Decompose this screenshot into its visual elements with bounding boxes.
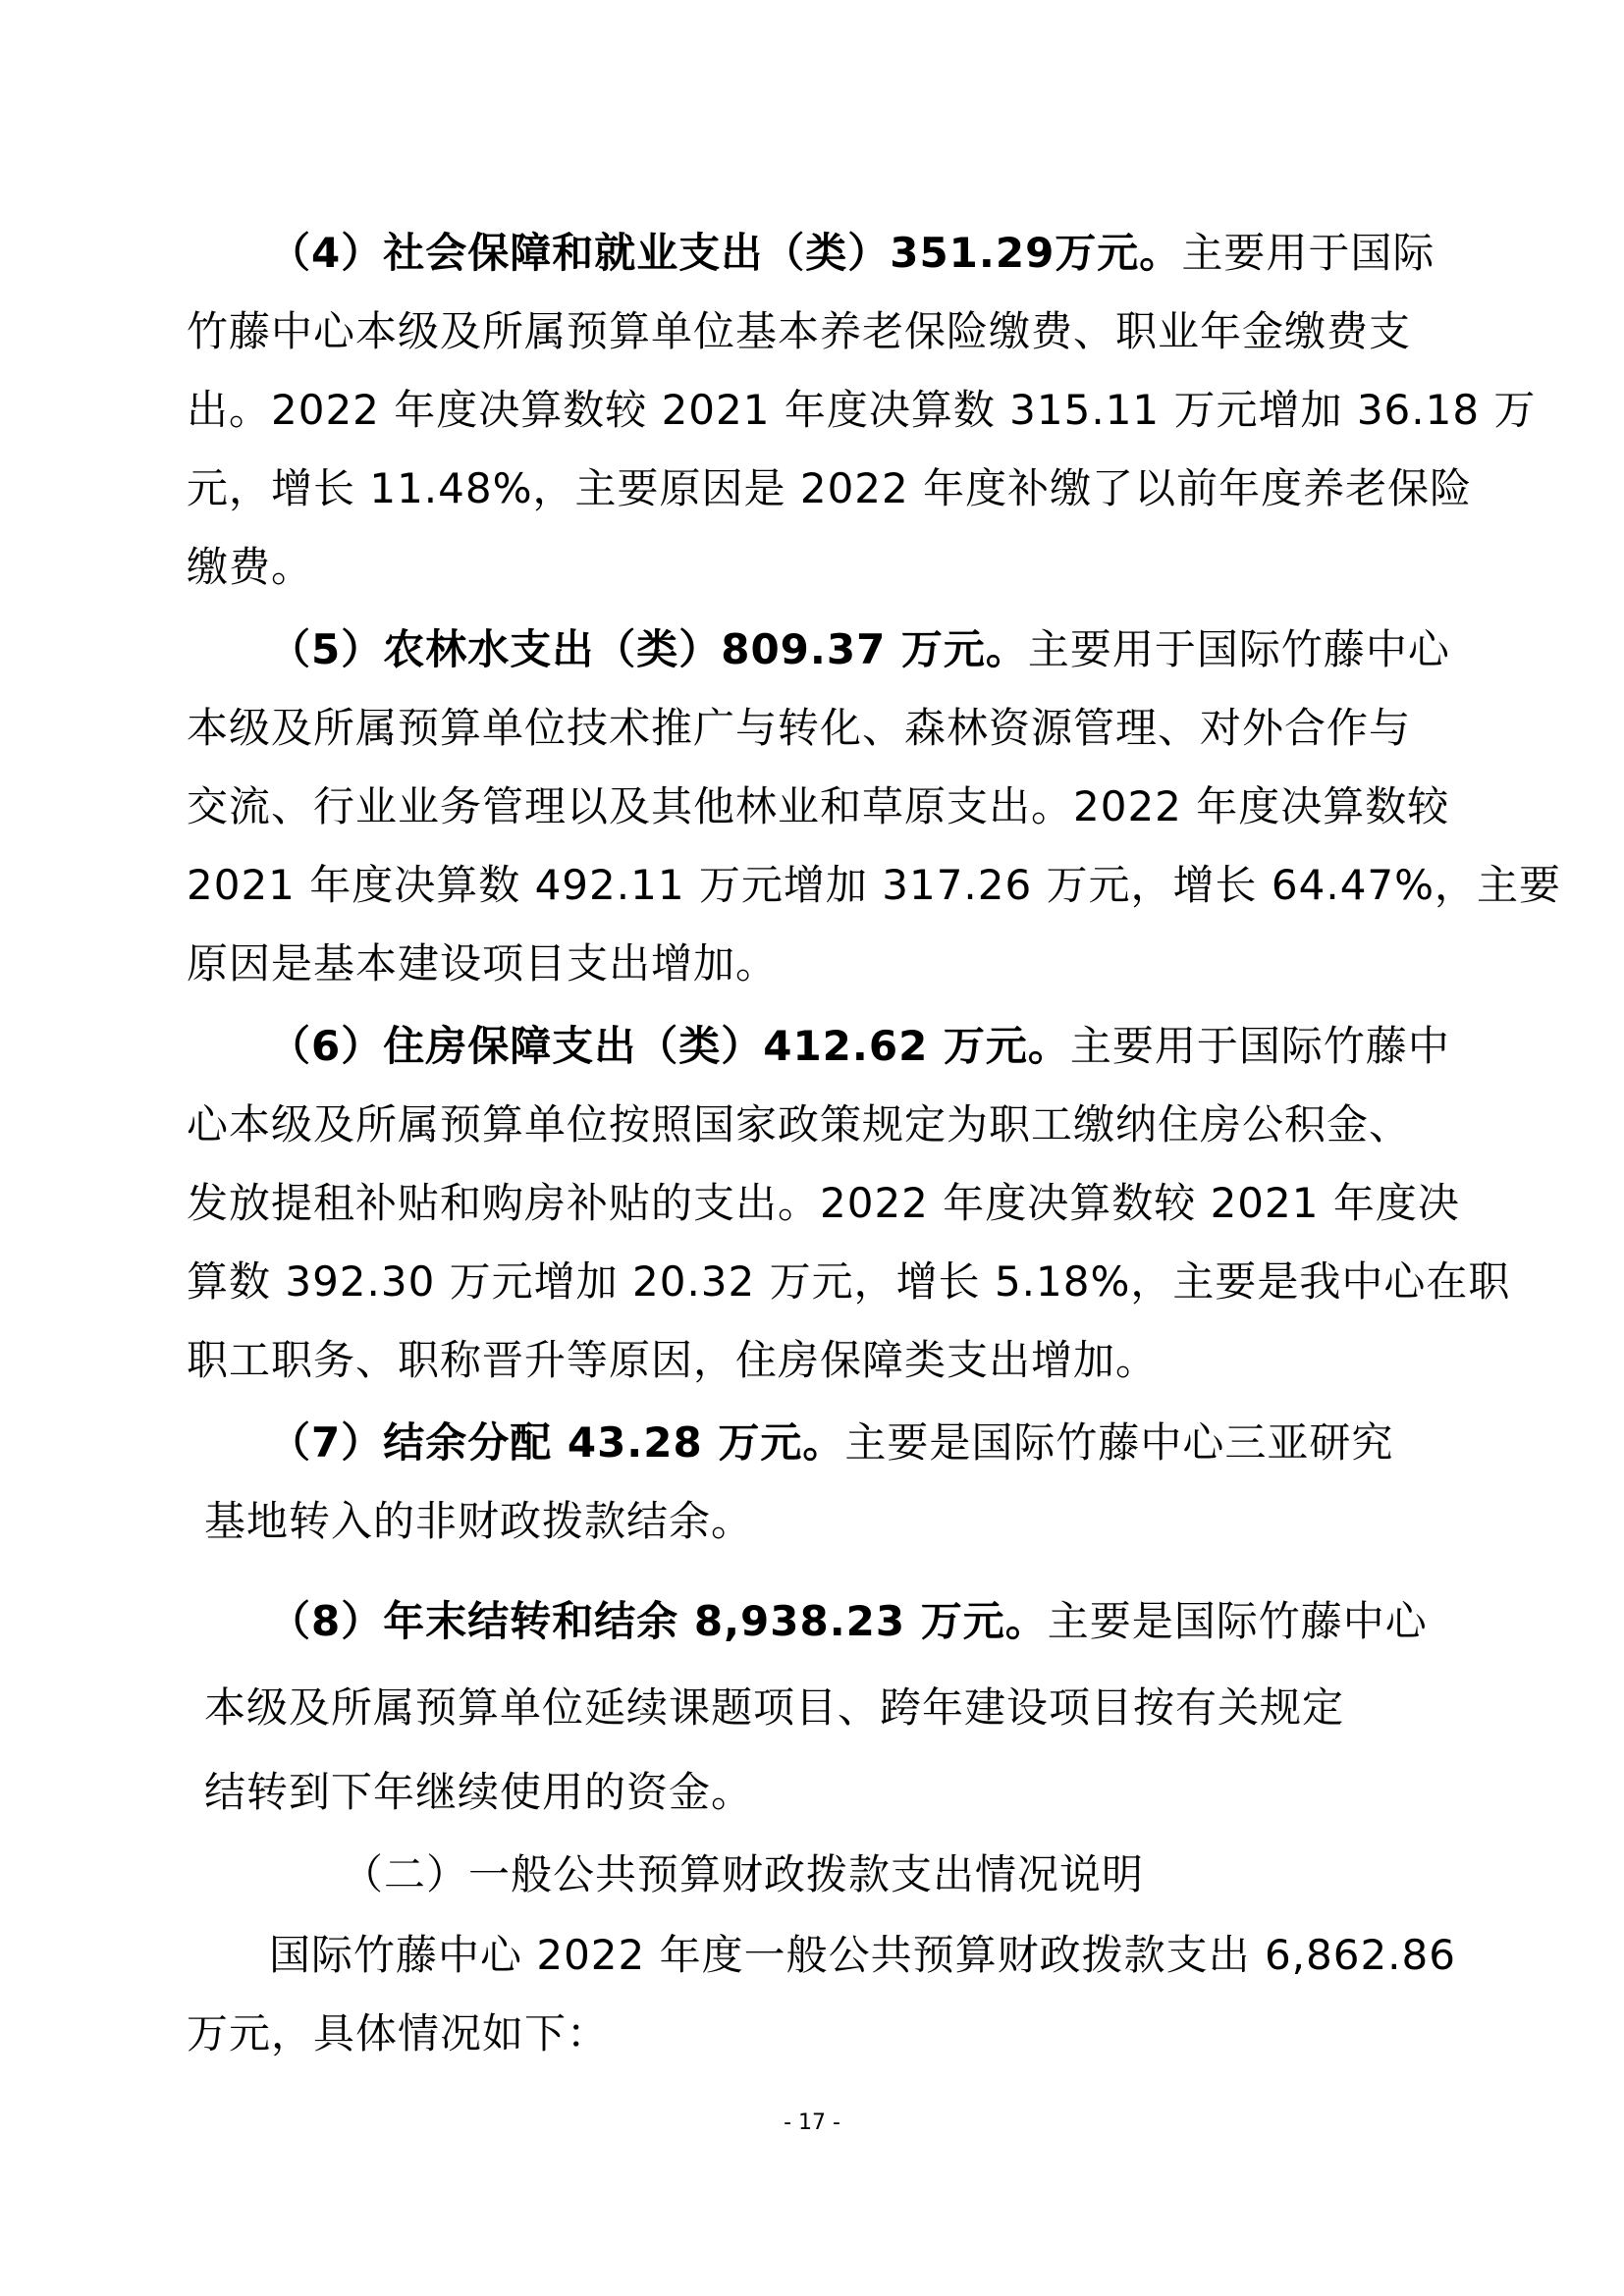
- section2-line1: 国际竹藤中心 2022 年度一般公共预算财政拨款支出 6,862.86: [269, 1931, 1456, 1979]
- para4-line2: 竹藤中心本级及所属预算单位基本养老保险缴费、职业年金缴费支: [187, 307, 1412, 355]
- para5-line1-text: 主要用于国际竹藤中心: [1027, 625, 1450, 673]
- para5-heading: （5）农林水支出（类）809.37 万元。: [269, 625, 1028, 673]
- para4-line1: [269, 224, 1435, 283]
- para4-line4: 元，增长 11.48%，主要原因是 2022 年度补缴了以前年度养老保险: [187, 464, 1473, 512]
- para4-line1-text: 主要用于国际: [1181, 229, 1435, 277]
- para5-line1: [269, 620, 1450, 679]
- para4-heading: （4）社会保障和就业支出（类）351.29万元。: [269, 229, 1182, 277]
- para6-line5: 职工职务、职称晋升等原因，住房保障类支出增加。: [187, 1336, 1159, 1384]
- para7-heading: （7）结余分配 43.28 万元。: [269, 1418, 845, 1467]
- para4-line3: 出。2022 年度决算数较 2021 年度决算数 315.11 万元增加 36.18 万: [187, 386, 1537, 434]
- para6-line4: 算数 392.30 万元增加 20.32 万元，增长 5.18%，主要是我中心在职: [187, 1257, 1511, 1306]
- para5-line2: 本级及所属预算单位技术推广与转化、森林资源管理、对外合作与: [187, 704, 1412, 752]
- para8-heading: （8）年末结转和结余 8,938.23 万元。: [269, 1597, 1048, 1645]
- para5-line4: 2021 年度决算数 492.11 万元增加 317.26 万元，增长 64.47%，主要: [187, 861, 1562, 909]
- para6-heading: （6）住房保障支出（类）412.62 万元。: [269, 1022, 1070, 1070]
- para4-line5: 缴费。: [187, 543, 314, 591]
- para8-line3: 结转到下年继续使用的资金。: [204, 1768, 754, 1816]
- para6-line3: 发放提租补贴和购房补贴的支出。2022 年度决算数较 2021 年度决: [187, 1179, 1460, 1227]
- para8-line1: [269, 1592, 1428, 1651]
- page-number: - 17 -: [784, 2110, 840, 2135]
- section2-title: （二）一般公共预算财政拨款支出情况说明: [342, 1850, 1145, 1898]
- para7-line1-text: 主要是国际竹藤中心三亚研究: [844, 1418, 1394, 1467]
- para7-line2: 基地转入的非财政拨款结余。: [204, 1497, 754, 1545]
- para6-line1: [269, 1017, 1450, 1076]
- para8-line1-text: 主要是国际竹藤中心: [1047, 1597, 1428, 1645]
- para8-line2: 本级及所属预算单位延续课题项目、跨年建设项目按有关规定: [204, 1683, 1345, 1732]
- para5-line3: 交流、行业业务管理以及其他林业和草原支出。2022 年度决算数较: [187, 782, 1450, 830]
- para7-line1: [269, 1414, 1394, 1472]
- para6-line1-text: 主要用于国际竹藤中: [1069, 1022, 1450, 1070]
- para5-line5: 原因是基本建设项目支出增加。: [187, 939, 779, 988]
- section2-line2: 万元，具体情况如下：: [187, 2009, 610, 2057]
- para6-line2: 心本级及所属预算单位按照国家政策规定为职工缴纳住房公积金、: [187, 1100, 1412, 1148]
